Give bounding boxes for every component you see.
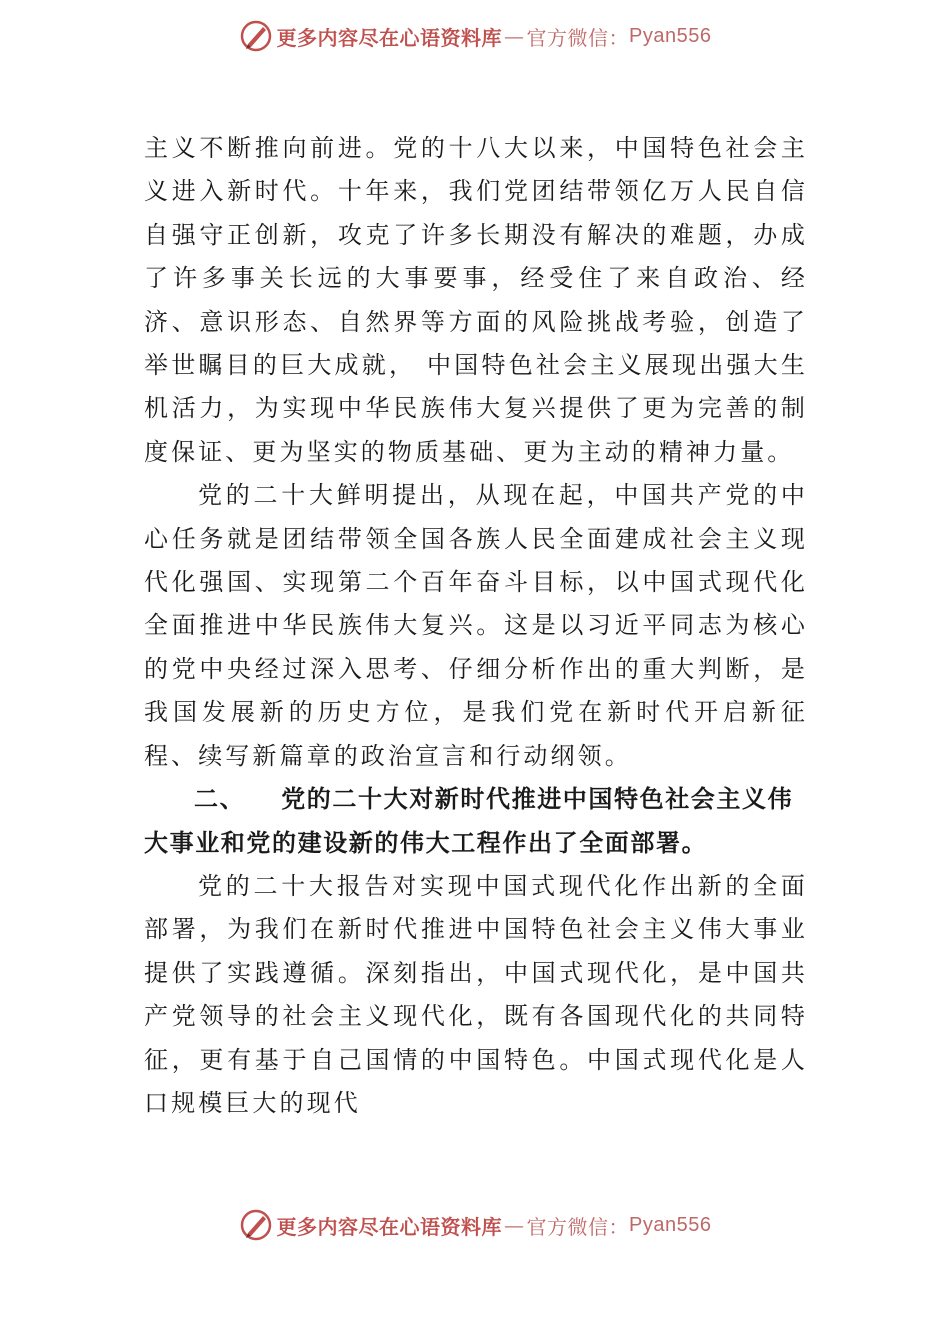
banner-separator: — xyxy=(504,24,525,48)
banner-brand: 更多内容尽在心语资料库 xyxy=(276,25,503,50)
paragraph-1: 主义不断推向前进。党的十八大以来，中国特色社会主义进入新时代。十年来，我们党团结带领亿万人民自信自强守正创新，攻克了许多长期没有解决的难题，办成了许多事关长远的大事要事，经受住了来自政治、经济、意识形态、自然界等方面的风险挑战考验，创造了举世瞩目的巨大成就， 中国特色社会主义展现出强大生机活力，为实现中华民族伟大复兴提供了更为完善的制度保证、更为坚实的物质基础、更为主动的精神力量。 xyxy=(144,134,808,466)
document-body xyxy=(144,127,808,1125)
banner-label: 官方微信： xyxy=(526,25,630,50)
footer-banner xyxy=(0,1205,950,1245)
banner-wechat-id: Pyan556 xyxy=(629,24,712,47)
footer-banner-wechat-id: Pyan556 xyxy=(629,1213,712,1236)
footer-banner-label: 官方微信： xyxy=(526,1214,630,1239)
paragraph-3: 党的二十大报告对实现中国式现代化作出新的全面部署，为我们在新时代推进中国特色社会主义伟大事业提供了实践遵循。深刻指出，中国式现代化，是中国共产党领导的社会主义现代化，既有各国现代化的共同特征，更有基于自己国情的中国特色。中国式现代化是人口规模巨大的现代 xyxy=(144,871,808,1117)
section-heading-number: 二、 xyxy=(194,785,246,814)
section-heading-text: 党的二十大对新时代推进中国特色社会主义伟大事业和党的建设新的伟大工程作出了全面部署。 xyxy=(144,785,794,857)
pen-logo-icon xyxy=(239,19,273,53)
pen-logo-icon xyxy=(239,1208,273,1242)
header-banner xyxy=(0,16,950,56)
section-heading xyxy=(144,778,808,865)
paragraph-2: 党的二十大鲜明提出，从现在起，中国共产党的中心任务就是团结带领全国各族人民全面建成社会主义现代化强国、实现第二个百年奋斗目标，以中国式现代化全面推进中华民族伟大复兴。这是以习近平同志为核心的党中央经过深入思考、仔细分析作出的重大判断，是我国发展新的历史方位，是我们党在新时代开启新征程、续写新篇章的政治宣言和行动纲领。 xyxy=(144,481,808,770)
footer-banner-separator: — xyxy=(504,1213,525,1237)
footer-banner-brand: 更多内容尽在心语资料库 xyxy=(276,1214,503,1239)
